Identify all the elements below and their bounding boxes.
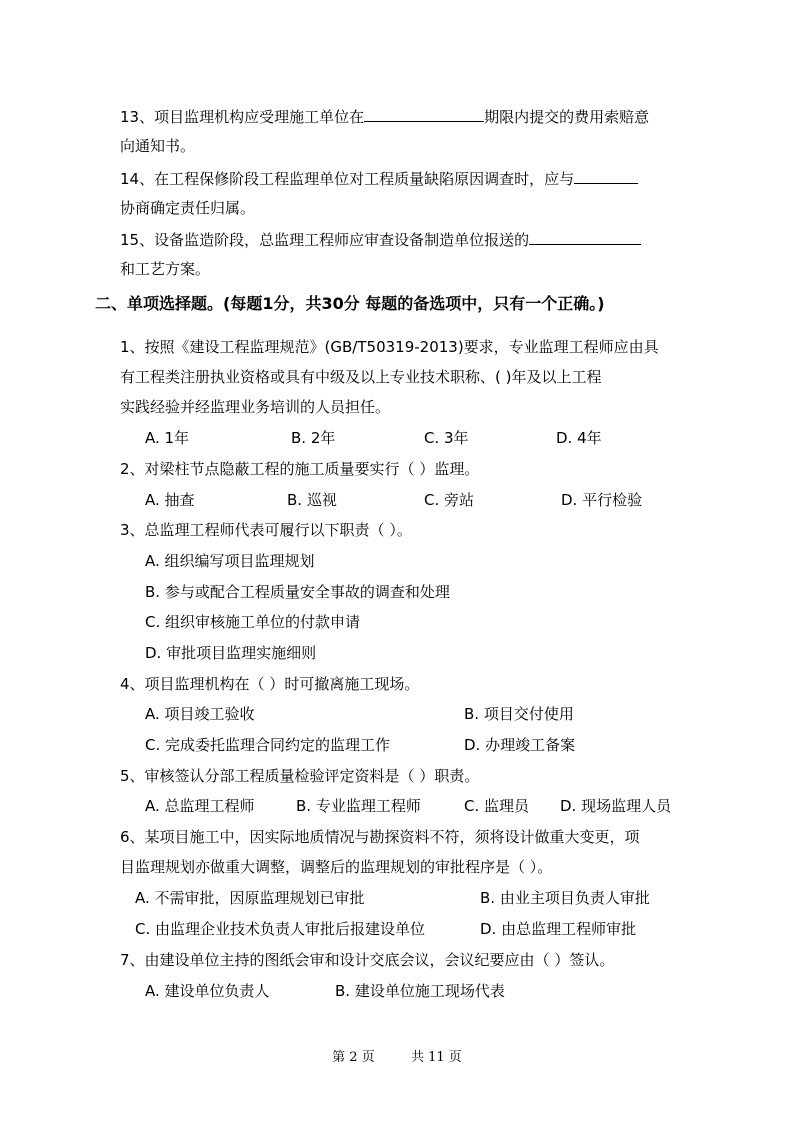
- footer-page-number: 第 2 页: [332, 1050, 375, 1065]
- q14-blank: [574, 168, 638, 184]
- question-13-line-2: 向通知书。: [120, 137, 196, 155]
- q1-option-c: C. 3年: [424, 429, 469, 447]
- q7-stem: 7、由建设单位主持的图纸会审和设计交底会议，会议纪要应由（ ）签认。: [120, 951, 615, 969]
- q4-stem: 4、项目监理机构在（ ）时可撤离施工现场。: [120, 675, 420, 693]
- q1-option-b: B. 2年: [291, 429, 336, 447]
- q7-option-b: B. 建设单位施工现场代表: [335, 982, 505, 1000]
- q5-option-d: D. 现场监理人员: [560, 797, 672, 815]
- q1-option-a: A. 1年: [145, 429, 190, 447]
- q13-text-before: 13、项目监理机构应受理施工单位在: [120, 108, 365, 126]
- q3-option-c: C. 组织审核施工单位的付款申请: [145, 613, 361, 631]
- q3-stem: 3、总监理工程师代表可履行以下职责（ ）。: [120, 521, 412, 539]
- question-14-line-2: 协商确定责任归属。: [120, 199, 256, 217]
- q6-stem-line-1: 6、某项目施工中，因实际地质情况与勘探资料不符，须将设计做重大变更，项: [120, 828, 640, 846]
- q2-option-b: B. 巡视: [287, 491, 337, 509]
- question-14-line-1: [120, 168, 638, 189]
- q2-option-d: D. 平行检验: [561, 491, 643, 509]
- q3-option-d: D. 审批项目监理实施细则: [145, 644, 317, 662]
- q15-blank: [529, 229, 641, 245]
- question-15-line-1: [120, 229, 641, 250]
- q3-option-a: A. 组织编写项目监理规划: [145, 552, 315, 570]
- q1-option-d: D. 4年: [556, 429, 602, 447]
- q2-option-a: A. 抽查: [145, 491, 195, 509]
- q1-stem-line-3: 实践经验并经监理业务培训的人员担任。: [120, 398, 391, 416]
- q2-stem: 2、对梁柱节点隐蔽工程的施工质量要实行（ ）监理。: [120, 460, 480, 478]
- q13-text-after: 期限内提交的费用索赔意: [484, 108, 650, 126]
- q5-option-c: C. 监理员: [464, 797, 530, 815]
- q6-option-b: B. 由业主项目负责人审批: [480, 889, 650, 907]
- q4-option-c: C. 完成委托监理合同约定的监理工作: [145, 736, 391, 754]
- q5-stem: 5、审核签认分部工程质量检验评定资料是（ ）职责。: [120, 767, 480, 785]
- footer-total-pages: 共 11 页: [411, 1050, 462, 1065]
- q14-text-before: 14、在工程保修阶段工程监理单位对工程质量缺陷原因调查时，应与: [120, 170, 575, 188]
- q5-option-b: B. 专业监理工程师: [296, 797, 421, 815]
- q15-text-before: 15、设备监造阶段，总监理工程师应审查设备制造单位报送的: [120, 231, 530, 249]
- question-15-line-2: 和工艺方案。: [120, 260, 211, 278]
- page-footer: [0, 1046, 794, 1065]
- question-13-line-1: [120, 106, 649, 127]
- q6-option-a: A. 不需审批，因原监理规划已审批: [135, 889, 365, 907]
- q6-option-d: D. 由总监理工程师审批: [480, 920, 637, 938]
- q1-stem-line-1: 1、按照《建设工程监理规范》(GB/T50319-2013)要求，专业监理工程师应由具: [120, 338, 659, 356]
- q7-option-a: A. 建设单位负责人: [145, 982, 270, 1000]
- q4-option-d: D. 办理竣工备案: [464, 736, 576, 754]
- q3-option-b: B. 参与或配合工程质量安全事故的调查和处理: [145, 583, 450, 601]
- q6-stem-line-2: 目监理规划亦做重大调整，调整后的监理规划的审批程序是（ ）。: [120, 858, 553, 876]
- q5-option-a: A. 总监理工程师: [145, 797, 255, 815]
- q1-stem-line-2: 有工程类注册执业资格或具有中级及以上专业技术职称、( )年及以上工程: [120, 368, 602, 386]
- q6-option-c: C. 由监理企业技术负责人审批后报建设单位: [135, 920, 426, 938]
- q4-option-a: A. 项目竣工验收: [145, 705, 255, 723]
- q4-option-b: B. 项目交付使用: [464, 705, 574, 723]
- q2-option-c: C. 旁站: [424, 491, 475, 509]
- q13-blank: [364, 106, 484, 122]
- section-2-heading: 二、单项选择题。(每题1分，共30分 每题的备选项中，只有一个正确。): [95, 294, 605, 313]
